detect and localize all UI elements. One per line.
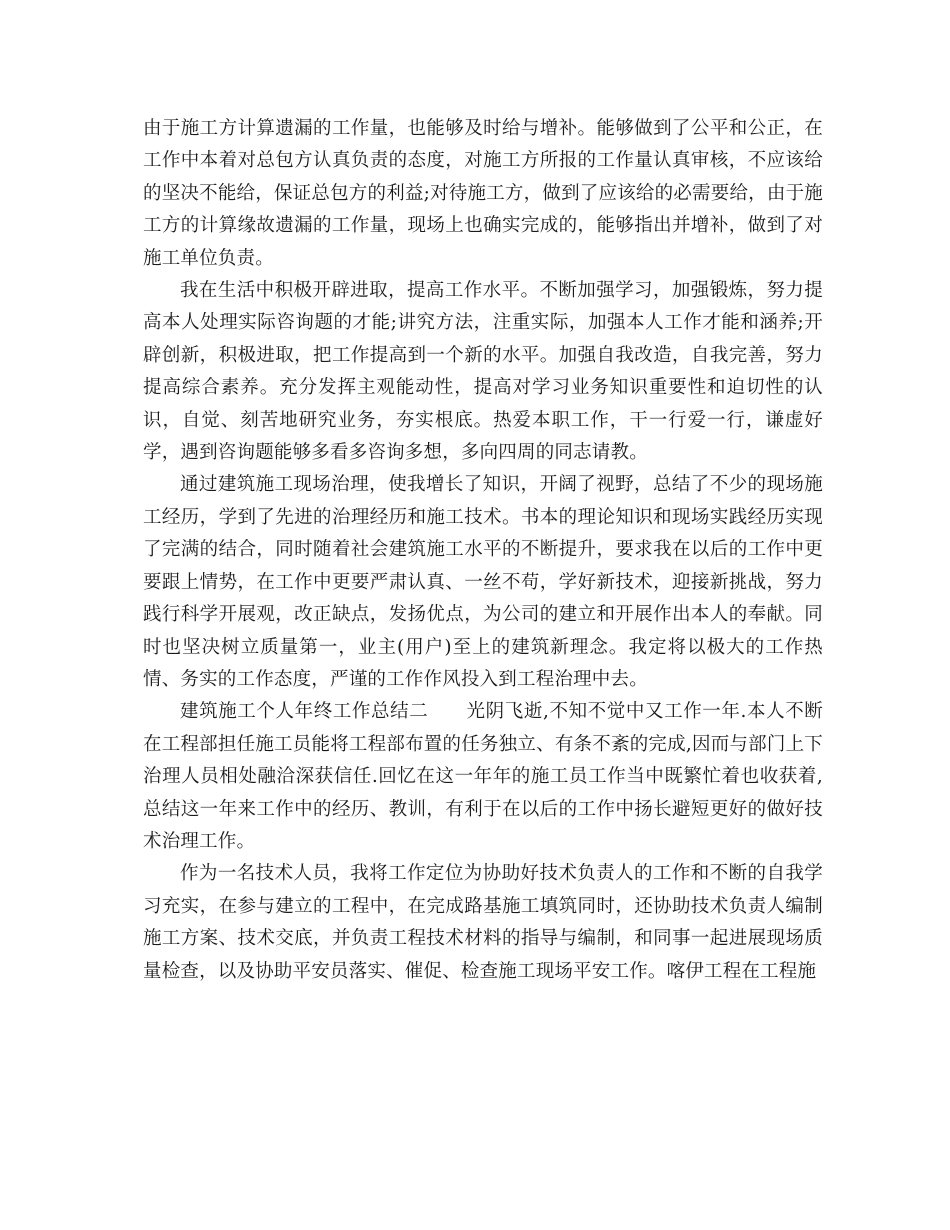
paragraph-3: 通过建筑施工现场治理，使我增长了知识，开阔了视野，总结了不少的现场施工经历，学到了先进的治理经历和施工技术。书本的理论知识和现场实践经历实现了完满的结合，同时随着社会建筑施工水平的不断提升，要求我在以后的工作中更要跟上情势，在工作中更要严肃认真、一丝不苟，学好新技术，迎接新挑战，努力践行科学开展观，改正缺点，发扬优点，为公司的建立和开展作出本人的奉献。同时也坚决树立质量第一，业主(用户)至上的建筑新理念。我定将以极大的工作热情、务实的工作态度，严谨的工作作风投入到工程治理中去。 [143, 474, 823, 690]
paragraph-2: 我在生活中积极开辟进取，提高工作水平。不断加强学习，加强锻炼，努力提高本人处理实际咨询题的才能;讲究方法，注重实际，加强本人工作才能和涵养;开辟创新，积极进取，把工作提高到一个新的水平。加强自我改造，自我完善，努力提高综合素养。充分发挥主观能动性，提高对学习业务知识重要性和迫切性的认识，自觉、刻苦地研究业务，夯实根底。热爱本职工作，干一行爱一行，谦虚好学，遇到咨询题能够多看多咨询多想，多向四周的同志请教。 [143, 280, 823, 464]
paragraph-4: 建筑施工个人年终工作总结二 光阴飞逝,不知不觉中又工作一年.本人不断在工程部担任施工员能将工程部布置的任务独立、有条不紊的完成,因而与部门上下治理人员相处融洽深获信任.回忆在这一年年的施工员工作当中既繁忙着也收获着,总结这一年来工作中的经历、教训，有利于在以后的工作中扬长避短更好的做好技术治理工作。 [143, 701, 823, 852]
paragraph-5: 作为一名技术人员，我将工作定位为协助好技术负责人的工作和不断的自我学习充实，在参与建立的工程中，在完成路基施工填筑同时，还协助技术负责人编制施工方案、技术交底，并负责工程技术材料的指导与编制，和同事一起进展现场质量检查，以及协助平安员落实、催促、检查施工现场平安工作。喀伊工程在工程施 [143, 863, 823, 982]
paragraph-1: 由于施工方计算遗漏的工作量，也能够及时给与增补。能够做到了公平和公正，在工作中本着对总包方认真负责的态度，对施工方所报的工作量认真审核，不应该给的坚决不能给，保证总包方的利益;对待施工方，做到了应该给的必需要给，由于施工方的计算缘故遗漏的工作量，现场上也确实完成的，能够指出并增补，做到了对施工单位负责。 [143, 118, 823, 269]
document-body [143, 113, 823, 988]
